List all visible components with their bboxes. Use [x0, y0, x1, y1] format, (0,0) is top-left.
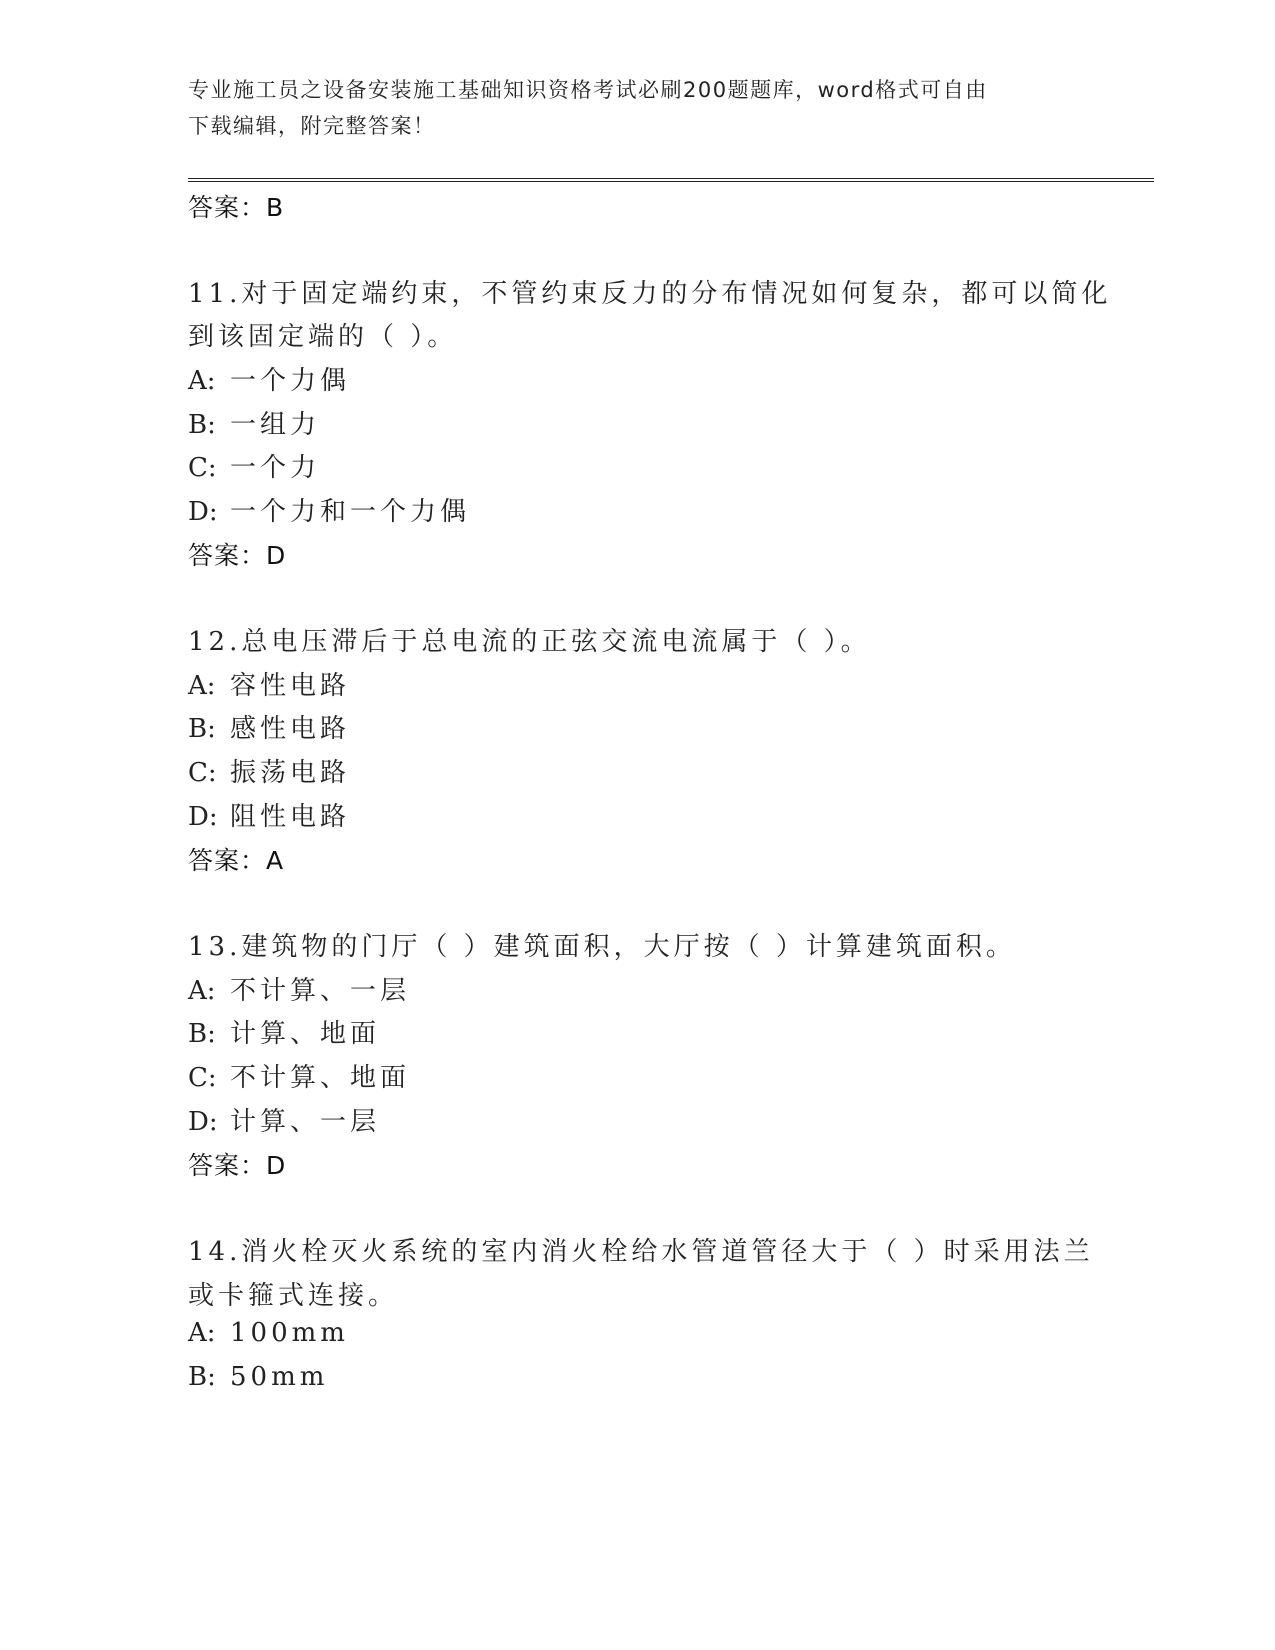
question-12-line-1: 12.总电压滞后于总电流的正弦交流电流属于（ ）。 [188, 627, 871, 657]
option-text: 计算、一层 [230, 1107, 381, 1137]
option-text: 50mm [230, 1362, 329, 1392]
question-13-option-c [188, 1057, 410, 1094]
option-key: C: [188, 758, 217, 788]
option-key: C: [188, 453, 217, 483]
answer-q11: 答案：D [188, 541, 287, 570]
option-key: B: [188, 1362, 216, 1392]
option-key: D: [188, 802, 218, 832]
answer-q10: 答案：B [188, 193, 285, 222]
answer-q12: 答案：A [188, 846, 285, 875]
header-line-1: 专业施工员之设备安装施工基础知识资格考试必刷200题题库，word格式可自由 [188, 78, 988, 102]
question-13-line-1: 13.建筑物的门厅（ ）建筑面积，大厅按（ ）计算建筑面积。 [188, 932, 1016, 962]
option-text: 100mm [230, 1318, 349, 1348]
option-key: A: [188, 1318, 216, 1348]
option-text: 阻性电路 [230, 802, 351, 832]
option-key: A: [188, 671, 216, 701]
question-11-line-1: 11.对于固定端约束，不管约束反力的分布情况如何复杂，都可以简化 [188, 279, 1112, 309]
option-text: 一组力 [230, 410, 321, 440]
option-text: 感性电路 [230, 714, 351, 744]
question-14-line-2: 或卡箍式连接。 [188, 1281, 399, 1311]
question-11-option-b [188, 404, 320, 441]
option-text: 不计算、一层 [230, 976, 411, 1006]
header-divider-bottom [188, 181, 1154, 182]
option-key: A: [188, 976, 216, 1006]
option-key: D: [188, 1107, 218, 1137]
question-12-option-b [188, 708, 350, 745]
question-12-option-c [188, 752, 350, 789]
option-key: D: [188, 497, 218, 527]
option-text: 不计算、地面 [230, 1063, 411, 1093]
option-text: 振荡电路 [230, 758, 351, 788]
question-12-option-d [188, 796, 350, 833]
option-key: B: [188, 1019, 216, 1049]
question-11-option-a [188, 360, 350, 397]
option-key: C: [188, 1063, 217, 1093]
option-key: B: [188, 714, 216, 744]
question-14-line-1: 14.消火栓灭火系统的室内消火栓给水管道管径大于（ ）时采用法兰 [188, 1237, 1094, 1267]
question-11-option-c [188, 447, 320, 484]
option-key: B: [188, 410, 216, 440]
option-text: 一个力和一个力偶 [230, 497, 471, 527]
question-11-line-2: 到该固定端的（ ）。 [188, 322, 458, 352]
header-line-2: 下载编辑，附完整答案！ [188, 114, 436, 138]
option-text: 容性电路 [230, 671, 351, 701]
option-text: 一个力偶 [230, 366, 351, 396]
option-text: 计算、地面 [230, 1019, 381, 1049]
question-11-option-d [188, 491, 470, 528]
question-14-option-b [188, 1362, 328, 1392]
question-14-option-a [188, 1318, 349, 1348]
question-12-option-a [188, 665, 350, 702]
header-divider-top [188, 178, 1154, 179]
answer-q13: 答案：D [188, 1151, 287, 1180]
question-13-option-a [188, 970, 410, 1007]
question-13-option-d [188, 1101, 380, 1138]
question-13-option-b [188, 1013, 380, 1050]
option-key: A: [188, 366, 216, 396]
option-text: 一个力 [230, 453, 321, 483]
document-header [188, 72, 1088, 144]
